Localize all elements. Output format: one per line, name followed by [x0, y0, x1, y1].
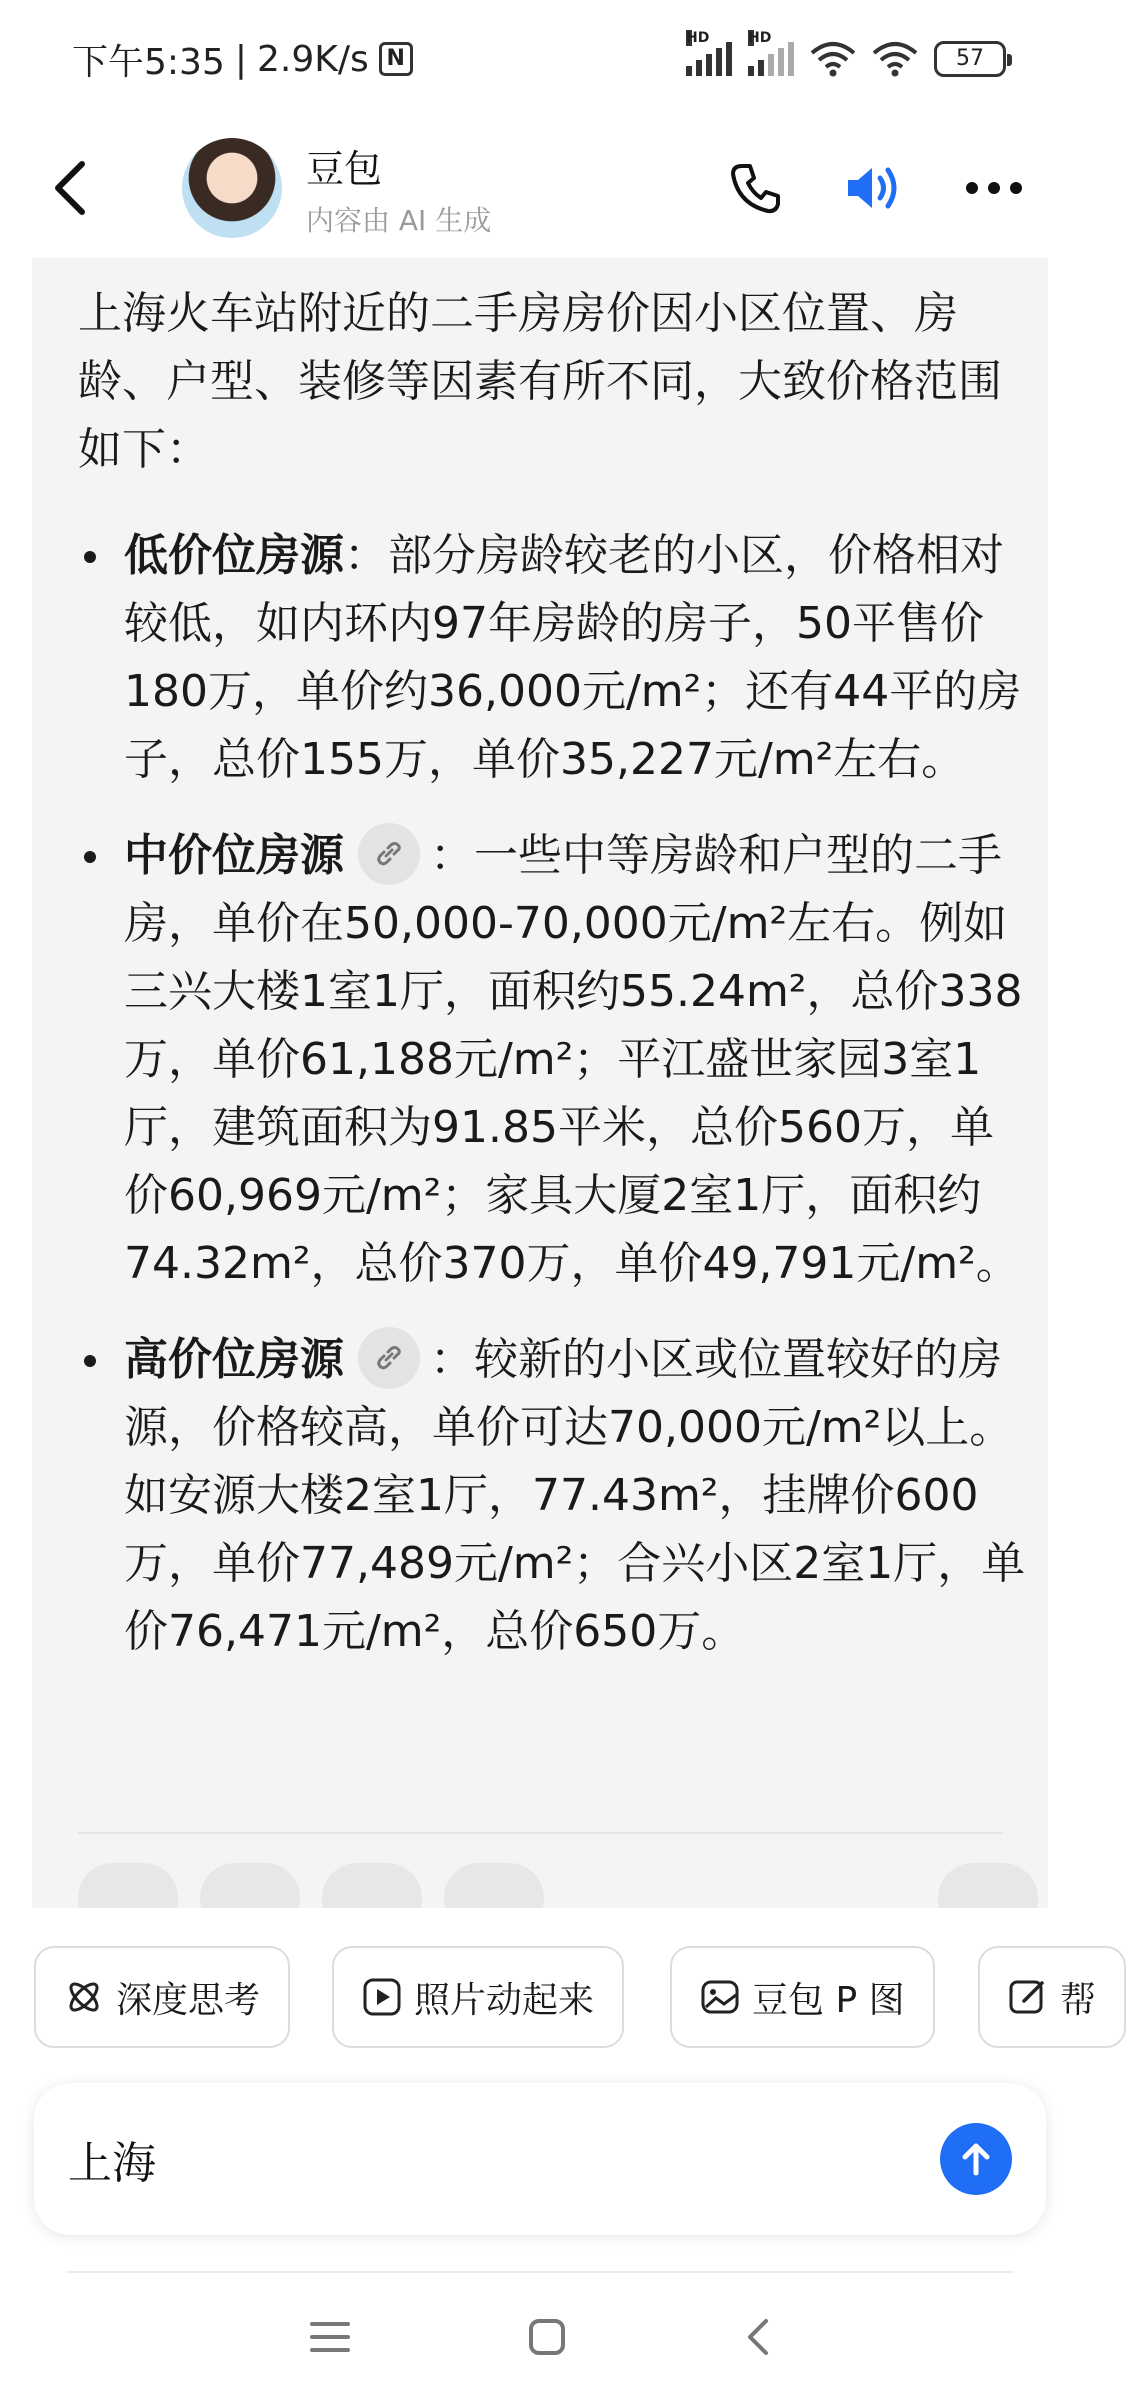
send-button[interactable]: [940, 2123, 1012, 2195]
item-heading: 中价位房源: [124, 830, 344, 881]
chat-scroll[interactable]: [0, 258, 1080, 1908]
hd-label: HD: [686, 30, 710, 46]
nav-divider: [66, 2271, 1014, 2273]
hd-label-2: HD: [748, 30, 772, 46]
chip-animate-photo[interactable]: [332, 1946, 624, 2048]
chat-header: [0, 118, 1080, 258]
chip-label: 照片动起来: [414, 1979, 595, 2021]
chevron-left-icon: [50, 158, 90, 218]
more-icon[interactable]: [964, 180, 1024, 196]
arrow-up-icon: [956, 2139, 996, 2179]
wifi-icon: [810, 41, 856, 77]
status-left: [72, 34, 413, 85]
avatar[interactable]: [182, 138, 282, 238]
image-edit-icon: [700, 1977, 740, 2017]
back-button[interactable]: [0, 118, 140, 258]
speaker-icon[interactable]: [842, 160, 906, 216]
item-heading: 高价位房源: [124, 1334, 344, 1385]
list-item-mid: [78, 822, 1028, 1298]
message-input[interactable]: 上海: [68, 2138, 156, 2189]
chip-label: 豆包 P 图: [752, 1979, 905, 2021]
nfc-icon: N: [379, 42, 413, 76]
title-block[interactable]: [306, 138, 491, 239]
system-nav-bar: [0, 2274, 1080, 2400]
message-intro: 上海火车站附近的二手房房价因小区位置、房龄、户型、装修等因素有所不同，大致价格范围如下：: [78, 288, 1002, 475]
pencil-icon: [1008, 1977, 1048, 2017]
play-icon: [362, 1977, 402, 2017]
chip-label: 深度思考: [116, 1979, 261, 2021]
assistant-message: [32, 258, 1048, 1958]
chip-label: 帮: [1060, 1979, 1097, 2021]
source-link-icon[interactable]: [358, 1327, 420, 1389]
source-link-icon[interactable]: [358, 823, 420, 885]
message-input-box[interactable]: [34, 2083, 1046, 2235]
item-text: ：一些中等房龄和户型的二手房，单价在50,000-70,000元/m²左右。例如三兴大楼1室1厅，面积约55.24m²，总价338万，单价61,188元/m²；平江盛世家园3室1厅，建筑面积为91.85平米，总价560万，单价60,969元/m²；家具大厦2室1厅，面积约74.32m²，总价370万，单价49,791元/m²。: [124, 830, 1023, 1289]
status-right: [686, 30, 1006, 77]
status-time: 下午5:35: [72, 41, 225, 83]
item-text: ：部分房龄较老的小区，价格相对较低，如内环内97年房龄的房子，50平售价180万，单价约36,000元/m²；还有44平的房子，总价155万，单价35,227元/m²左右。: [124, 530, 1022, 785]
header-actions: [728, 160, 1080, 216]
phone-icon[interactable]: [728, 160, 784, 216]
price-list: [78, 522, 1028, 1694]
signal-icon: [686, 30, 732, 76]
battery-level: 57: [956, 46, 984, 71]
chip-help-write[interactable]: [978, 1946, 1126, 2048]
list-item-low: [78, 522, 1028, 794]
chip-deep-think[interactable]: [34, 1946, 290, 2048]
wifi-icon-2: [872, 41, 918, 77]
item-text: ：较新的小区或位置较好的房源，价格较高，单价可达70,000元/m²以上。如安源大楼2室1厅，77.43m²，挂牌价600万，单价77,489元/m²；合兴小区2室1厅，单价76,471元/m²，总价650万。: [124, 1334, 1026, 1657]
ai-disclaimer: 内容由 AI 生成: [306, 203, 492, 237]
menu-icon[interactable]: [308, 2319, 352, 2355]
back-nav-icon[interactable]: [742, 2317, 772, 2357]
item-heading: 低价位房源: [124, 530, 344, 581]
chip-p-image[interactable]: [670, 1946, 935, 2048]
message-divider: [78, 1832, 1003, 1834]
signal-icon-2: [748, 30, 794, 76]
status-separator: |: [234, 38, 247, 80]
suggestion-chips: [0, 1908, 1097, 2048]
atom-icon: [64, 1977, 104, 2017]
home-icon[interactable]: [527, 2317, 567, 2357]
bot-name: 豆包: [306, 146, 383, 191]
network-speed: 2.9K/s: [256, 38, 369, 80]
list-item-high: [78, 1326, 1028, 1666]
battery-icon: [934, 41, 1006, 77]
status-bar: [0, 0, 1080, 118]
